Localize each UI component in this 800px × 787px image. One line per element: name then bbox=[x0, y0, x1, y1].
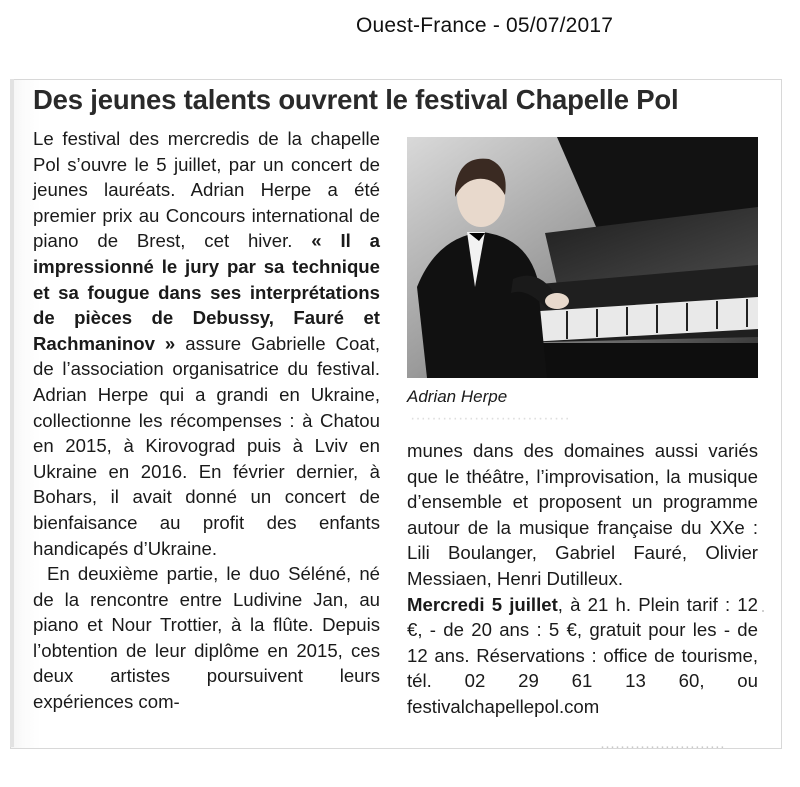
article-headline: Des jeunes talents ouvrent le festival Chapelle Pol bbox=[33, 84, 679, 115]
pianist-photo bbox=[407, 137, 758, 378]
pianist-photo-illustration bbox=[407, 137, 758, 378]
article-paragraph-2: En deuxième partie, le duo Séléné, né de la rencontre entre Ludivine Jan, au piano et Nour Trottier, à la flûte. Depuis l’obtention de leur diplôme en 2015, ces deux artistes poursuivent leurs expériences com- bbox=[33, 563, 380, 713]
after-quote-text: assure Gabrielle Coat, de l’association organisatrice du festival. Adrian Herpe qui a grandi en Ukraine, collectionne les récompenses : à Chatou en 2015, à Kirovograd puis à Lviv en Ukraine en 2016. En février dernier, à Bohars, il avait donné un concert de bienfaisance au profit des enfants handicapés d’Ukraine. bbox=[33, 332, 380, 559]
photo-caption: Adrian Herpe bbox=[407, 387, 508, 406]
article-left-column bbox=[33, 126, 380, 715]
article-paragraph-1 bbox=[33, 126, 380, 561]
event-date: Mercredi 5 juillet bbox=[407, 593, 558, 615]
source-and-date: Ouest-France - 05/07/2017 bbox=[356, 14, 614, 37]
article-continuation: munes dans des domaines aussi variés que le théâtre, l’improvisation, la musique d’ensemble et proposent un programme autour de la musique française du XXe : Lili Boulanger, Gabriel Fauré, Olivier Messiaen, Henri Dutilleux. bbox=[407, 440, 758, 589]
bleed-through-text: ······························ bbox=[410, 410, 570, 427]
event-info bbox=[407, 592, 758, 720]
bleed-through-text: · bbox=[760, 600, 766, 620]
event-details: , à 21 h. Plein tarif : 12 €, - de 20 ans : 5 €, gratuit pour les - de 12 ans. Réservations : office de tourisme, tél. 02 29 61 13 60, ou festivalchapellepol.com bbox=[407, 593, 758, 717]
jury-quote: « Il a impressionné le jury par sa technique et sa fougue dans ses interprétations de pièces de Debussy, Fauré et Rachmaninov » bbox=[33, 230, 380, 354]
scan-edge bbox=[10, 79, 14, 747]
bleed-through-text: ························· bbox=[600, 738, 725, 755]
article-right-column bbox=[407, 438, 758, 720]
intro-text: Le festival des mercredis de la chapelle Pol s’ouvre le 5 juillet, par un concert de jeunes lauréats. Adrian Herpe a été premier prix au Concours international de piano de Brest, cet hiver. bbox=[33, 128, 380, 252]
